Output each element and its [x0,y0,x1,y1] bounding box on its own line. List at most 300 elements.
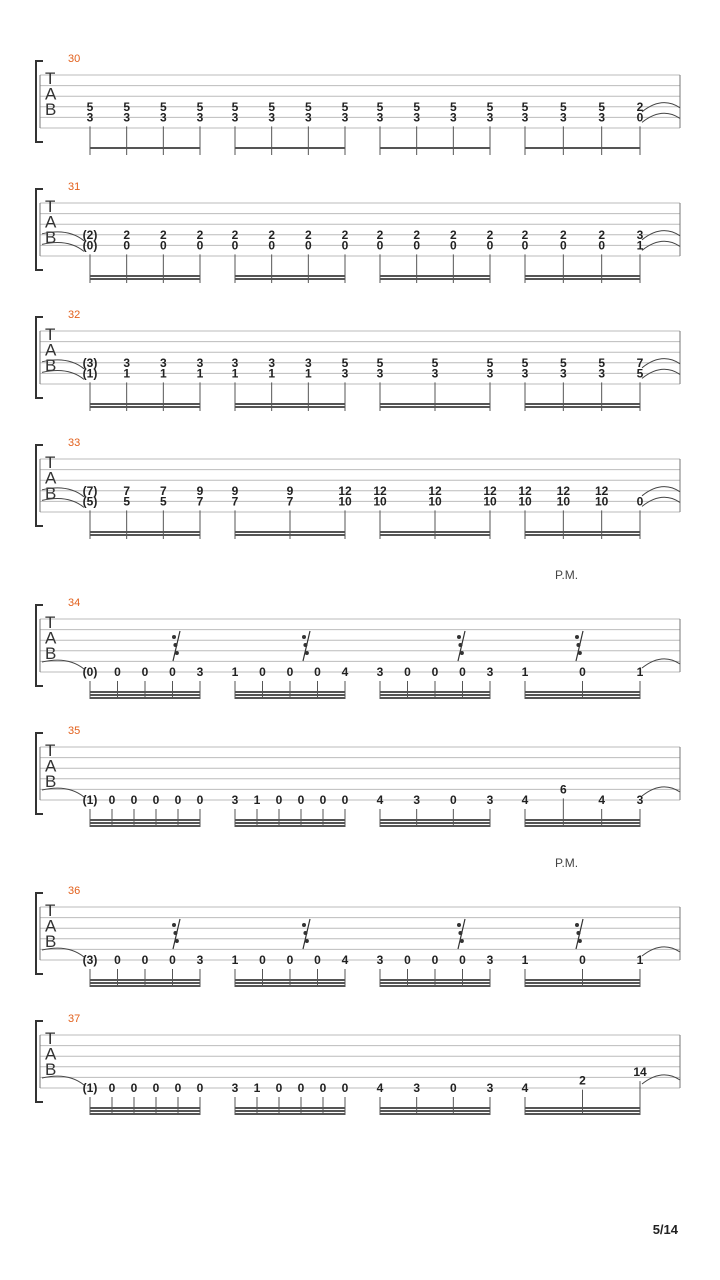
beam [380,1107,490,1109]
tab-clef-letter: B [45,1060,57,1079]
fret-number: 3 [159,355,167,370]
fret-number: 0 [286,953,294,967]
fret-number: 0 [636,494,644,509]
fret-number: 0 [286,665,294,679]
fret-number: 4 [521,1081,529,1095]
fret-number: 0 [169,953,176,967]
beam [525,406,640,408]
beam [90,985,200,987]
beam [90,403,200,405]
fret-number: 2 [579,1073,586,1088]
tab-clef-letter: A [45,84,57,104]
fret-number: 1 [159,366,167,381]
beam [380,278,490,280]
beam [90,822,200,824]
fret-number: 3 [431,366,439,381]
fret-number: 2 [559,227,567,242]
beam [525,819,640,821]
fret-number: 0 [314,953,321,967]
tab-clef-letter: B [45,772,57,791]
fret-number: 0 [174,793,182,807]
beam [235,694,345,696]
fret-number: 5 [521,355,529,370]
fret-number: 0 [231,238,239,253]
tab-clef-letter: A [45,916,57,936]
tab-system [36,53,680,155]
beam [235,697,345,699]
fret-number: 3 [268,110,276,125]
fret-number: 5 [559,99,567,114]
fret-number: 9 [231,483,239,498]
fret-number: 0 [598,238,606,253]
beam [90,979,200,981]
tie-arc [642,947,680,956]
fret-number: 3 [196,110,204,125]
beam [380,819,490,821]
beam [525,825,640,827]
tab-clef-letter: B [45,644,57,663]
beam [380,822,490,824]
fret-number: 1 [268,366,276,381]
rest-flag [458,931,462,935]
fret-number: 3 [413,110,421,125]
fret-number: 0 [304,238,312,253]
beam [380,275,490,277]
beam [525,1113,640,1115]
fret-number: 0 [196,1081,204,1095]
beam [90,406,200,408]
beam [380,1113,490,1115]
fret-number: 5 [559,355,567,370]
measure-number: 31 [68,181,81,193]
fret-number: (5) [82,494,98,509]
fret-number: 3 [486,793,494,807]
fret-number: 5 [413,99,421,114]
fret-number: (0) [82,665,98,679]
fret-number: 3 [86,110,94,125]
fret-number: 0 [275,1081,283,1095]
rest-flag [303,931,307,935]
fret-number: 2 [598,227,606,242]
fret-number: 5 [196,99,204,114]
fret-number: 1 [231,366,239,381]
palm-mute-label: P.M. [555,568,579,582]
tab-system [36,437,680,539]
tie-arc [642,787,680,796]
fret-number: 0 [108,793,116,807]
beam [380,406,490,408]
beam [525,275,640,277]
fret-number: 2 [413,227,421,242]
fret-number: 0 [404,953,411,967]
beam [235,819,345,821]
beam [235,406,345,408]
palm-mute-label: P.M. [555,856,579,870]
fret-number: 5 [486,99,494,114]
tab-clef-letter: T [45,901,56,920]
tie-arc [642,1075,680,1084]
beam [380,691,490,693]
rest-flag [172,923,176,927]
beam [525,531,640,533]
tab-clef-letter: T [45,613,56,632]
fret-number: (7) [82,483,98,498]
beam [90,694,200,696]
fret-number: 0 [459,665,466,679]
measure-number: 34 [68,597,81,609]
tab-clef-letter: B [45,932,57,951]
rest-flag [305,939,309,943]
fret-number: 3 [231,793,239,807]
fret-number: 3 [636,793,644,807]
fret-number: 1 [253,1081,261,1095]
fret-number: 1 [521,953,529,967]
fret-number: 6 [559,782,567,797]
rest-flag [175,939,179,943]
fret-number: 7 [196,494,204,509]
fret-number: 5 [268,99,276,114]
fret-number: 1 [636,238,644,253]
beam [90,534,200,536]
fret-number: 3 [636,227,644,242]
tab-clef-letter: T [45,197,56,216]
tab-system [36,568,680,699]
tab-clef-letter: B [45,228,57,247]
fret-number: 3 [196,665,204,679]
fret-number: 1 [123,366,131,381]
fret-number: 10 [338,494,352,509]
beam [380,979,490,981]
fret-number: 0 [196,238,204,253]
beam [90,147,200,149]
fret-number: 0 [413,238,421,253]
beam [235,147,345,149]
fret-number: 3 [123,110,131,125]
beam [235,982,345,984]
fret-number: 3 [268,355,276,370]
fret-number: 4 [521,793,529,807]
fret-number: 3 [123,355,131,370]
fret-number: 7 [286,494,294,509]
fret-number: 1 [304,366,312,381]
fret-number: 0 [108,1081,116,1095]
beam [235,534,345,536]
rest-flag [303,643,307,647]
fret-number: 0 [341,793,349,807]
fret-number: 3 [598,366,606,381]
fret-number: 5 [341,99,349,114]
beam [235,1110,345,1112]
fret-number: 3 [231,110,239,125]
tab-clef-letter: B [45,100,57,119]
beam [525,694,640,696]
rest-flag [578,939,582,943]
fret-number: 7 [231,494,239,509]
beam [90,278,200,280]
fret-number: 14 [633,1065,647,1080]
fret-number: 9 [286,483,294,498]
tab-system [36,181,680,283]
beam [90,697,200,699]
fret-number: 2 [123,227,131,242]
beam [90,531,200,533]
tab-clef-letter: B [45,356,57,375]
beam [525,1110,640,1112]
fret-number: 3 [376,110,384,125]
tie-arc [642,659,680,668]
fret-number: 3 [486,665,494,679]
fret-number: 1 [253,793,261,807]
beam [235,822,345,824]
fret-number: 0 [114,953,121,967]
fret-number: 4 [376,1081,384,1095]
tab-clef-letter: T [45,1029,56,1048]
fret-number: 5 [86,99,94,114]
fret-number: 0 [141,665,149,679]
measure-number: 30 [68,53,81,65]
fret-number: 1 [231,665,239,679]
fret-number: 7 [159,483,167,498]
fret-number: 0 [449,238,457,253]
rest-flag [173,643,177,647]
beam [380,531,490,533]
tab-clef-letter: T [45,325,56,344]
fret-number: 0 [268,238,276,253]
fret-number: 3 [598,110,606,125]
fret-number: 3 [376,366,384,381]
page-number: 5/14 [652,1222,678,1237]
beam [235,531,345,533]
fret-number: 0 [431,665,439,679]
fret-number: 0 [169,665,176,679]
fret-number: 0 [376,238,384,253]
fret-number: 9 [196,483,204,498]
rest-flag [575,923,579,927]
beam [525,1107,640,1109]
fret-number: (3) [82,355,98,370]
beam [235,979,345,981]
beam [525,691,640,693]
measure-number: 35 [68,725,81,737]
fret-number: 4 [598,793,606,807]
fret-number: 0 [259,665,266,679]
fret-number: 0 [319,1081,327,1095]
fret-number: (0) [82,238,98,253]
fret-number: 5 [159,494,167,509]
tab-system [36,725,680,827]
fret-number: (1) [82,366,98,381]
tab-clef-letter: A [45,468,57,488]
fret-number: 7 [636,355,644,370]
tab-clef-letter: A [45,1044,57,1064]
beam [525,822,640,824]
fret-number: 2 [231,227,239,242]
measure-number: 33 [68,437,81,449]
beam [380,403,490,405]
fret-number: 2 [521,227,529,242]
fret-number: 3 [376,953,384,967]
beam [235,278,345,280]
fret-number: 3 [559,110,567,125]
fret-number: 5 [598,355,606,370]
fret-number: 3 [413,793,421,807]
rest-flag [460,939,464,943]
fret-number: 5 [123,494,131,509]
beam [235,691,345,693]
fret-number: 3 [341,366,349,381]
fret-number: (2) [82,227,98,242]
rest-flag [173,931,177,935]
fret-number: 1 [231,953,239,967]
fret-number: 2 [159,227,167,242]
tab-clef-letter: T [45,741,56,760]
fret-number: 10 [373,494,387,509]
fret-number: 0 [152,1081,160,1095]
tab-system [36,309,680,411]
beam [525,534,640,536]
fret-number: 0 [123,238,131,253]
fret-number: 12 [556,483,571,498]
fret-number: 0 [297,793,305,807]
fret-number: 3 [559,366,567,381]
beam [90,1110,200,1112]
fret-number: 0 [141,953,149,967]
rest-flag [175,651,179,655]
fret-number: 3 [159,110,167,125]
fret-number: 0 [319,793,327,807]
fret-number: 3 [521,110,529,125]
beam [380,825,490,827]
beam [235,403,345,405]
fret-number: 5 [598,99,606,114]
fret-number: 2 [196,227,204,242]
beam [235,825,345,827]
fret-number: 0 [275,793,283,807]
fret-number: 0 [459,953,466,967]
fret-number: 5 [521,99,529,114]
fret-number: 1 [521,665,529,679]
fret-number: 5 [159,99,167,114]
fret-number: 0 [449,1081,457,1095]
beam [380,697,490,699]
fret-number: 3 [231,355,239,370]
beam [90,819,200,821]
beam [525,979,640,981]
fret-number: 12 [428,483,442,498]
fret-number: 3 [486,953,494,967]
fret-number: 5 [123,99,131,114]
fret-number: 5 [636,366,644,381]
beam [525,697,640,699]
rest-flag [457,635,461,639]
fret-number: 3 [413,1081,421,1095]
rest-flag [302,923,306,927]
fret-number: 0 [341,238,349,253]
fret-number: 0 [297,1081,305,1095]
measure-number: 36 [68,885,81,897]
fret-number: 0 [521,238,529,253]
fret-number: 0 [130,793,138,807]
beam [380,147,490,149]
beam [90,1107,200,1109]
tab-clef-letter: A [45,340,57,360]
rest-flag [457,923,461,927]
measure-number: 37 [68,1013,81,1025]
fret-number: 0 [196,793,204,807]
rest-flag [458,643,462,647]
rest-flag [576,931,580,935]
fret-number: 0 [174,1081,182,1095]
fret-number: 10 [428,494,442,509]
beam [380,982,490,984]
tab-clef-letter: A [45,212,57,232]
fret-number: 3 [231,1081,239,1095]
fret-number: 0 [579,953,586,967]
fret-number: 1 [196,366,204,381]
fret-number: 5 [304,99,312,114]
fret-number: 1 [636,665,644,679]
beam [90,275,200,277]
fret-number: 3 [304,355,312,370]
fret-number: 5 [431,355,439,370]
fret-number: 0 [114,665,121,679]
fret-number: 12 [483,483,497,498]
fret-number: 5 [449,99,457,114]
fret-number: 10 [518,494,532,509]
beam [380,694,490,696]
fret-number: 2 [636,99,644,114]
fret-number: 12 [373,483,387,498]
fret-number: 5 [231,99,239,114]
beam [525,985,640,987]
fret-number: 2 [304,227,312,242]
fret-number: 3 [376,665,384,679]
fret-number: 7 [123,483,131,498]
fret-number: 5 [376,355,384,370]
fret-number: 3 [196,355,204,370]
tab-clef-letter: A [45,628,57,648]
fret-number: 12 [594,483,609,498]
fret-number: 3 [486,1081,494,1095]
rest-flag [576,643,580,647]
tab-clef-letter: A [45,756,57,776]
fret-number: 0 [259,953,266,967]
beam [235,1107,345,1109]
fret-number: 5 [341,355,349,370]
beam [90,1113,200,1115]
beam [90,691,200,693]
fret-number: 2 [268,227,276,242]
fret-number: 3 [304,110,312,125]
fret-number: 12 [518,483,532,498]
beam [380,1110,490,1112]
beam [90,982,200,984]
beam [380,985,490,987]
rest-flag [172,635,176,639]
rest-flag [460,651,464,655]
tab-clef-letter: T [45,69,56,88]
fret-number: 4 [341,665,349,679]
fret-number: 2 [341,227,349,242]
rest-flag [302,635,306,639]
fret-number: 0 [449,793,457,807]
fret-number: 4 [376,793,384,807]
beam [525,982,640,984]
beam [235,1113,345,1115]
beam [525,403,640,405]
fret-number: 0 [152,793,160,807]
fret-number: 0 [486,238,494,253]
